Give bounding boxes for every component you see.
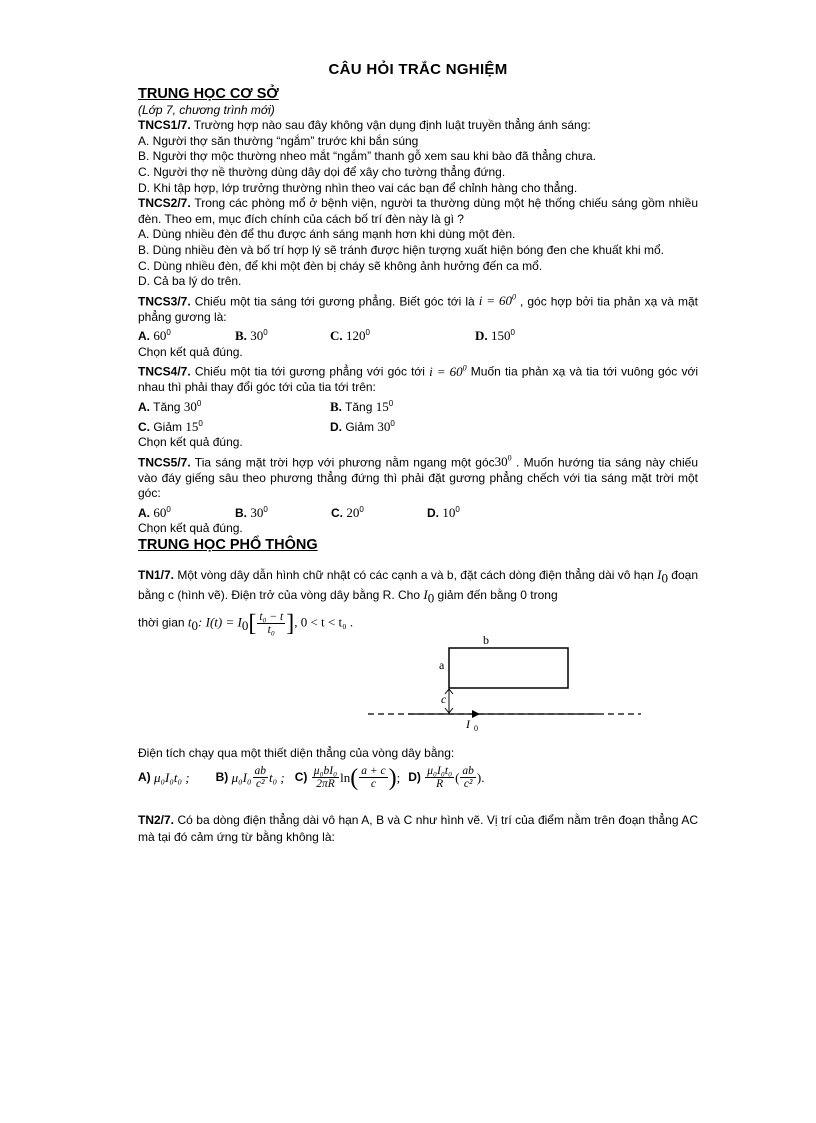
options-row: A. Tăng $30^0$ B. Tăng $15^0$ [138, 398, 394, 414]
question-tncs4: TNCS4/7. Chiếu một tia tới gương phẳng với góc tới $i = 60^0$ Muốn tia phản xạ và tia tới vuông góc với nhau thì phải thay đổi góc tới của tia tới trên: [138, 363, 698, 395]
question-tncs1 [138, 118, 698, 134]
question-tn1: TN1/7. Một vòng dây dẫn hình chữ nhật có các cạnh a và b, đặt cách dòng điện thẳng dài vô hạn $I_0$ đoạn bằng c (hình vẽ). Điện trở của vòng dây bằng R. Cho $I_0$ giảm đến bằng 0 trong [138, 567, 699, 606]
document-page [138, 62, 698, 846]
charge-question: Điện tích chạy qua một thiết diện thẳng của vòng dây bằng: [138, 745, 455, 760]
section-subtitle: (Lớp 7, chương trình mới) [138, 102, 275, 117]
option: A. Người thợ săn thường “ngắm” trước khi bắn súng [138, 133, 419, 148]
angle-value: $i = 60^0$ [429, 363, 467, 379]
section-heading-secondary: TRUNG HỌC CƠ SỞ [138, 85, 279, 102]
question-id: TNCS4/7. [138, 364, 191, 379]
label-i0: I [466, 716, 470, 731]
question-id: TNCS2/7. [138, 196, 191, 211]
option: C. Người thợ nề thường dùng dây dọi để xây cho tường thẳng đứng. [138, 164, 506, 179]
options-row: A. $60^0$ B. $30^0$ C. $120^0$ D. $150^0$ [138, 328, 515, 344]
loop-and-wire-diagram [138, 636, 698, 746]
time-formula: thời gian $t_0$: $I(t) = I_0$[ $\frac{\text{t₀ − t}}{\text{t₀}}$ ], 0 < t < t₀ . [138, 610, 354, 637]
option: D. Cả ba lý do trên. [138, 274, 242, 289]
question-id: TNCS3/7. [138, 294, 191, 309]
formula-fraction: $\frac{\text{t₀ − t}}{\text{t₀}}$ [259, 610, 284, 636]
options-row: C. Giảm $15^0$ D. Giảm $30^0$ [138, 418, 395, 434]
option: B. Dùng nhiều đèn và bố trí hợp lý sẽ tránh được hiện tượng xuất hiện bóng đen che khuất khi mổ. [138, 242, 664, 257]
question-tncs2 [138, 196, 698, 227]
label-b: b [483, 635, 489, 647]
label-c: c [441, 691, 447, 706]
question-stem: Trong các phòng mổ ở bệnh viện, người ta thường dùng một hệ thống chiếu sáng gồm nhiều đèn. Theo em, mục đích chính của cách bố trí đèn này là gì ? [138, 196, 698, 226]
answer-options: A) μ₀I₀t₀ ; B) μ₀I₀ $\frac{ab}{\text{c²}}$ t₀ ; C) $\frac{\text{μ₀bI₀}}{2\pi R}$ ln ( $\frac{a + c}{c}$ ) ; D) $\frac{\text{μ₀I₀t₀}}{R}$ ( $\frac{ab}{\text{c²}}$ ) . [138, 764, 485, 791]
circuit-figure [138, 636, 698, 746]
options-row: A. $60^0$ B. $30^0$ C. $20^0$ D. $10^0$ [138, 504, 460, 520]
angle-value: $30^0$ [494, 453, 512, 470]
question-stem: Trường hợp nào sau đây không vận dụng định luật truyền thẳng ánh sáng: [190, 118, 591, 133]
option: B. Người thợ mộc thường nheo mắt “ngắm” thanh gỗ xem sau khi bào đã thẳng chưa. [138, 149, 596, 164]
option: C. Dùng nhiều đèn, để khi một đèn bị cháy sẽ không ảnh hưởng đến ca mổ. [138, 258, 543, 273]
note: Chọn kết quả đúng. [138, 344, 243, 359]
current-arrow [472, 710, 480, 718]
svg-text:0: 0 [474, 723, 478, 733]
note: Chọn kết quả đúng. [138, 435, 243, 450]
label-a: a [439, 657, 445, 672]
section-heading-highschool: TRUNG HỌC PHỔ THÔNG [138, 537, 318, 554]
rectangular-loop [449, 648, 568, 688]
question-id: TN2/7. [138, 813, 175, 828]
question-tn2: TN2/7. Có ba dòng điện thẳng dài vô hạn A, B và C như hình vẽ. Vị trí của điểm nằm trên đoạn thẳng AC mà tại đó cảm ứng từ bằng không là: [138, 813, 698, 845]
note: Chọn kết quả đúng. [138, 521, 243, 536]
question-tncs3: TNCS3/7. Chiếu một tia sáng tới gương phẳng. Biết góc tới là $i = 60^0$ , góc hợp bởi tia phản xạ và mặt phẳng gương là: [138, 292, 698, 324]
option: A. Dùng nhiều đèn để thu được ánh sáng mạnh hơn khi dùng một đèn. [138, 227, 516, 242]
option: D. Khi tập hợp, lớp trưởng thường nhìn theo vai các bạn để chỉnh hàng cho thẳng. [138, 180, 578, 195]
question-id: TNCS1/7. [138, 118, 191, 133]
question-id: TN1/7. [138, 568, 175, 583]
question-tncs5: TNCS5/7. Tia sáng mặt trời hợp với phương nằm ngang một $góc30^0$ . Muốn hướng tia sáng này chiếu vào đáy giếng sâu theo phương thẳng đứng thì phải đặt gương phẳng chếch với tia sáng mặt trời một góc: [138, 453, 698, 501]
question-id: TNCS5/7. [138, 455, 191, 470]
document-title: CÂU HỎI TRẮC NGHIỆM [328, 61, 508, 78]
angle-value: $i = 60^0$ [478, 292, 516, 309]
